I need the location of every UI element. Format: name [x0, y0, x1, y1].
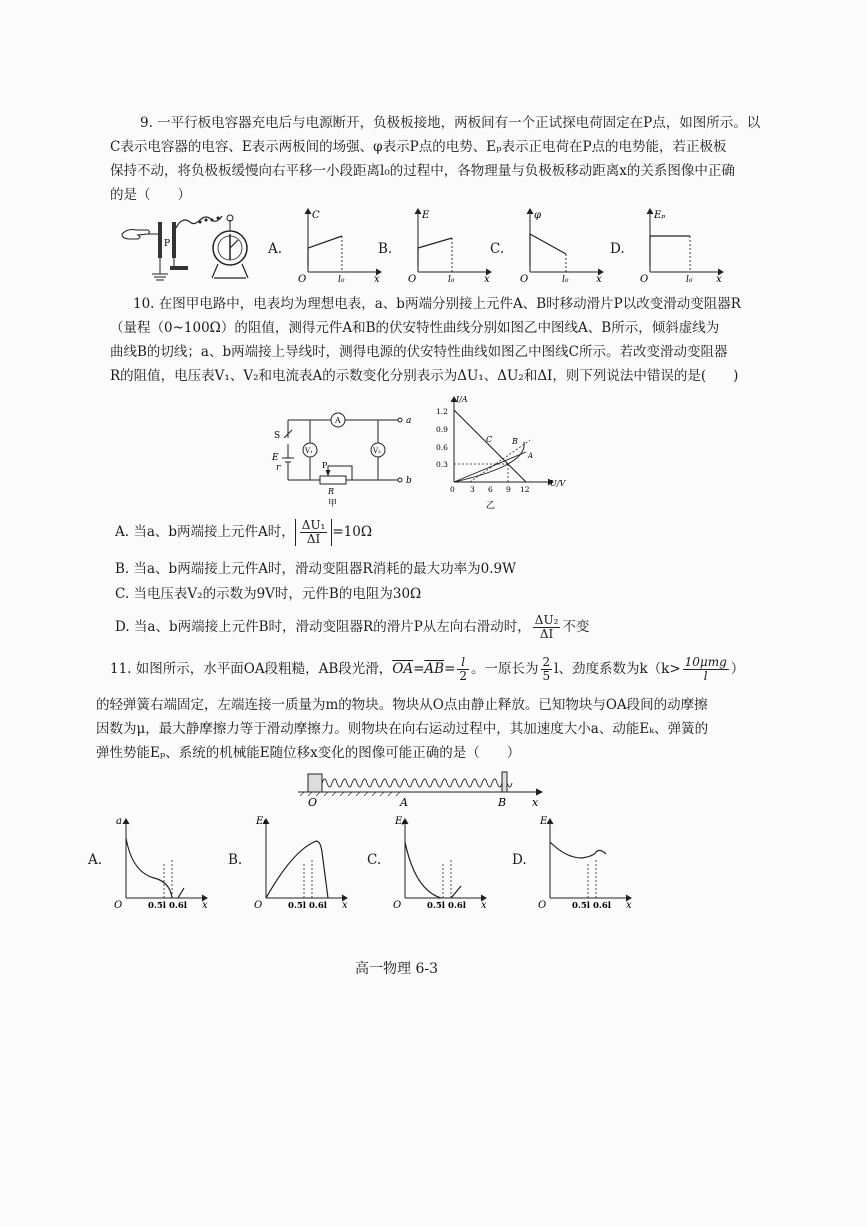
q10-graph-xlabel: U/V: [550, 479, 566, 488]
q10-option-a: [115, 519, 372, 546]
q10-iu-graph: [430, 392, 570, 512]
q11-option-d-graph: [526, 812, 636, 912]
q9-option-d-origin: O: [640, 274, 649, 284]
q9-option-d-graph: [626, 206, 726, 284]
q10-option-d-den: ΔI: [539, 627, 554, 641]
q11-spring-figure: [294, 768, 554, 812]
q11-option-a-graph: [102, 812, 212, 912]
q9-option-c-curve: [530, 234, 566, 266]
q9-option-b-label: B.: [378, 241, 393, 257]
q10-graph-label-C: C: [486, 435, 493, 444]
q9-option-a-xaxis-label: x: [374, 274, 380, 284]
q11-option-a-curve: [126, 838, 184, 898]
q9-line3: 保持不动，将负极板缓慢向右平移一小段距离l₀的过程中，各物理量与负极板移动距离x的关系图像中正确: [110, 163, 735, 179]
q11-option-b-yaxis-label: Eₖ: [256, 816, 267, 827]
q11-option-d-ticks: 0.5l 0.6l: [572, 901, 611, 911]
q11-option-a-origin: O: [114, 900, 123, 911]
q9-option-c-label: C.: [490, 241, 505, 257]
q10-option-a-num: ΔU₁: [301, 518, 326, 532]
q11-option-d-curve: [550, 842, 606, 858]
q11-line1-a: 11. 如图所示，水平面OA段粗糙，AB段光滑，: [110, 661, 393, 677]
q9-line2: C表示电容器的电容、E表示两板间的场强、φ表示P点的电势、Eₚ表示正电荷在P点的电势能，若正极板: [110, 139, 727, 155]
q10-option-d-value: 不变: [562, 619, 590, 635]
q11-option-b-curve: [266, 841, 328, 898]
q10-line4: R的阻值，电压表V₁、V₂和电流表A的示数变化分别表示为ΔU₁、ΔU₂和ΔI，则下列说法中错误的是( ): [110, 368, 739, 384]
q11-line1-oa: $\overline{OA}$: [392, 661, 414, 677]
q10-graph-ylabel: I/A: [456, 395, 468, 404]
q9-plate-P-label: P: [164, 239, 171, 249]
q11-line1-eq2: =: [444, 661, 456, 677]
q9-option-a-origin: O: [298, 274, 307, 284]
q9-option-b-l0-tick: l₀: [448, 275, 455, 284]
q11-frac1-den: 2: [459, 669, 468, 683]
q10-circuit-b: b: [406, 476, 412, 486]
q9-option-d-curve: [650, 236, 690, 266]
q10-option-a-den: ΔI: [306, 532, 321, 546]
q11-option-b-label: B.: [228, 852, 243, 868]
q11-option-a-yaxis-label: a: [116, 816, 122, 827]
q10-option-a-text: A. 当a、b两端接上元件A时，: [115, 524, 295, 540]
q11-frac3-num: 10μmg: [684, 655, 727, 669]
q11-line1-b: 。一原长为: [471, 661, 539, 677]
q9-option-b-graph: [394, 206, 494, 284]
q9-option-d-yaxis-label: Eₚ: [654, 210, 666, 221]
q9-option-c-graph: [506, 206, 606, 284]
q10-graph-ytick-2: 0.9: [436, 425, 448, 434]
q11-option-b-graph: [242, 812, 352, 912]
q11-option-d-origin: O: [538, 900, 547, 911]
q11-option-c-label: C.: [367, 852, 382, 868]
q11-line1-ab: $\overline{AB}$: [424, 661, 445, 677]
q10-line3: 曲线B的切线；a、b两端接上导线时，测得电源的伏安特性曲线如图乙中图线C所示。若改变滑动变阻器: [110, 344, 728, 360]
q10-graph-ytick-1: 1.2: [436, 407, 448, 416]
q11-option-d-yaxis-label: E: [540, 816, 548, 827]
q10-graph-xtick-3: 3: [470, 485, 475, 494]
q10-option-c: C. 当电压表V₂的示数为9V时，元件B的电阻为30Ω: [115, 586, 422, 602]
q9-line4: 的是（ ）: [110, 187, 191, 203]
q10-graph-ytick-4: 0.3: [436, 460, 448, 469]
q9-option-d-l0-tick: l₀: [686, 275, 693, 284]
q11-option-b-ticks: 0.5l 0.6l: [288, 901, 327, 911]
q11-frac3-den: l: [703, 669, 708, 683]
q10-circuit-V1: V₁: [305, 447, 313, 455]
q11-option-a-label: A.: [88, 852, 103, 868]
q10-circuit-E: E: [272, 453, 279, 463]
q9-option-a-curve: [308, 236, 342, 266]
q9-option-a-l0-tick: l₀: [338, 275, 345, 284]
q9-option-a-graph: [284, 206, 384, 284]
q11-option-a-xaxis-label: x: [202, 900, 208, 911]
q10-circuit-V2: V₂: [373, 447, 381, 455]
q10-circuit-r: r: [276, 463, 281, 473]
q11-option-c-curve: [405, 842, 461, 898]
q9-option-a-label: A.: [268, 241, 283, 257]
q11-option-d-label: D.: [512, 852, 527, 868]
q11-fig-A: A: [400, 796, 408, 809]
q9-line1: 9. 一平行板电容器充电后与电源断开，负极板接地，两板间有一个正试探电荷固定在P点，如图所示。以: [140, 115, 761, 131]
q11-option-c-graph: [381, 812, 491, 912]
q10-option-a-value: =10Ω: [332, 524, 373, 540]
q10-circuit-A: A: [335, 416, 341, 425]
q11-fig-O: O: [308, 796, 318, 809]
q10-graph-xtick-9: 9: [506, 485, 511, 494]
q10-circuit-S: S: [274, 431, 281, 441]
q11-line1-d: ）: [730, 661, 745, 677]
page-footer: 高一物理 6-3: [355, 961, 438, 977]
q10-option-d-text: D. 当a、b两端接上元件B时，滑动变阻器R的滑片P从左向右滑动时，: [115, 619, 531, 635]
q10-graph-caption: 乙: [486, 501, 496, 511]
q9-option-c-origin: O: [520, 274, 529, 284]
q10-circuit-P: P: [322, 461, 328, 470]
q11-option-d-xaxis-label: x: [626, 900, 632, 911]
q11-fig-x: x: [532, 796, 539, 809]
q11-option-b-origin: O: [254, 900, 263, 911]
q10-option-b: B. 当a、b两端接上元件A时，滑动变阻器R消耗的最大功率为0.9W: [115, 561, 516, 577]
q10-line2: （量程（0~100Ω）的阻值，测得元件A和B的伏安特性曲线分别如图乙中图线A、B所示，倾斜虚线为: [110, 320, 720, 336]
q11-line2: 的轻弹簧右端固定，左端连接一质量为m的物块。物块从O点由静止释放。已知物块与OA段间的动摩擦: [96, 697, 708, 713]
q9-apparatus-figure: [118, 208, 258, 286]
q11-option-c-xaxis-label: x: [481, 900, 487, 911]
q9-option-c-xaxis-label: x: [596, 274, 602, 284]
q10-graph-ytick-3: 0.6: [436, 443, 448, 452]
q10-graph-label-A: A: [528, 452, 534, 460]
q10-circuit-diagram: [270, 410, 420, 510]
q9-option-d-label: D.: [610, 241, 625, 257]
q11-option-c-yaxis-label: Eₚ: [395, 816, 407, 827]
q10-option-a-abs: [295, 519, 333, 546]
q9-option-c-yaxis-label: φ: [534, 210, 542, 221]
q11-fig-B: B: [498, 796, 507, 809]
q11-frac2-num: 2: [542, 655, 551, 669]
q10-graph-xtick-0: 0: [450, 485, 455, 494]
q9-option-d-xaxis-label: x: [716, 274, 722, 284]
q10-graph-xtick-12: 12: [520, 485, 530, 494]
q11-frac1-num: l: [457, 656, 469, 670]
q11-option-a-ticks: 0.5l 0.6l: [148, 901, 187, 911]
q11-line1: [110, 656, 744, 683]
q11-option-c-origin: O: [393, 900, 402, 911]
q10-circuit-caption: 甲: [328, 499, 338, 509]
q11-line3: 因数为μ，最大静摩擦力等于滑动摩擦力。则物块在向右运动过程中，其加速度大小a、动能Eₖ、弹簧的: [96, 721, 709, 737]
q9-option-b-xaxis-label: x: [484, 274, 490, 284]
q9-option-b-curve: [418, 238, 452, 266]
q11-line1-eq: =: [413, 661, 425, 677]
q10-circuit-a: a: [406, 416, 412, 426]
q10-option-d: [115, 614, 589, 641]
q10-option-d-num: ΔU₂: [534, 613, 559, 627]
q9-option-b-origin: O: [408, 274, 417, 284]
q11-option-c-ticks: 0.5l 0.6l: [427, 901, 466, 911]
q9-option-b-yaxis-label: E: [422, 210, 430, 221]
q10-line1: 10. 在图甲电路中，电表均为理想电表，a、b两端分别接上元件A、B时移动滑片P以改变滑动变阻器R: [133, 296, 741, 312]
q10-graph-label-B: B: [512, 437, 518, 446]
q11-frac2-den: 5: [542, 669, 551, 683]
q9-option-a-yaxis-label: C: [312, 210, 320, 221]
q11-option-b-xaxis-label: x: [342, 900, 348, 911]
q11-line1-c: l、劲度系数为k（k>: [554, 661, 681, 677]
q10-graph-xtick-6: 6: [488, 485, 493, 494]
q11-line4: 弹性势能Eₚ、系统的机械能E随位移x变化的图像可能正确的是（ ）: [96, 745, 521, 761]
q10-circuit-R: R: [328, 487, 335, 496]
q9-option-c-l0-tick: l₀: [562, 275, 569, 284]
